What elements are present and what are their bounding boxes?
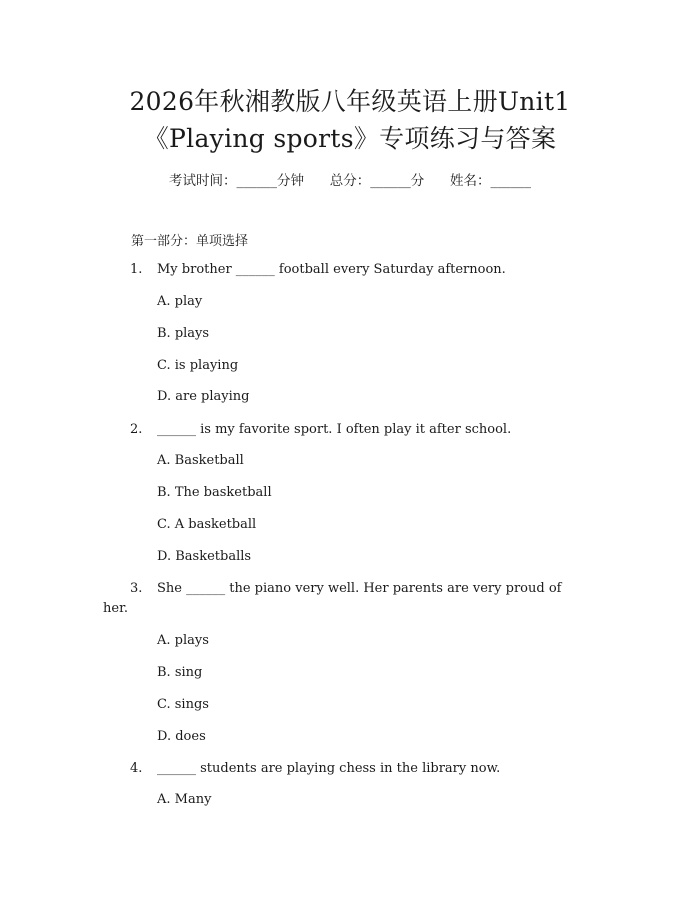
question-text: My brother ______ football every Saturday afternoon. <box>157 262 506 277</box>
question-number: 3. <box>130 581 143 596</box>
question-text: She ______ the piano very well. Her parents are very proud of <box>157 581 562 596</box>
answer-option: B. plays <box>157 326 210 341</box>
answer-option: A. plays <box>157 633 209 648</box>
document-title-line-2: 《Playing sports》专项练习与答案 <box>143 124 557 153</box>
answer-option: C. is playing <box>157 358 239 373</box>
answer-option: C. sings <box>157 697 209 712</box>
question-number: 1. <box>130 262 143 277</box>
answer-option: D. Basketballs <box>157 549 252 564</box>
answer-option: D. are playing <box>157 389 250 404</box>
answer-option: B. sing <box>157 665 203 680</box>
question-number: 4. <box>130 761 143 776</box>
answer-option: A. play <box>157 294 203 309</box>
question-number: 2. <box>130 422 143 437</box>
question-text: ______ is my favorite sport. I often play it after school. <box>157 422 512 437</box>
answer-option: B. The basketball <box>157 485 272 500</box>
section-heading: 第一部分：单项选择 <box>131 234 249 249</box>
document-title-line-1: 2026年秋湘教版八年级英语上册Unit1 <box>129 87 571 116</box>
question-text-continuation: her. <box>103 601 128 616</box>
exam-info-line: 考试时间：______分钟 总分：______分 姓名：______ <box>169 173 531 189</box>
answer-option: D. does <box>157 729 206 744</box>
answer-option: C. A basketball <box>157 517 257 532</box>
answer-option: A. Basketball <box>157 453 244 468</box>
answer-option: A. Many <box>157 792 212 807</box>
question-text: ______ students are playing chess in the library now. <box>157 761 501 776</box>
